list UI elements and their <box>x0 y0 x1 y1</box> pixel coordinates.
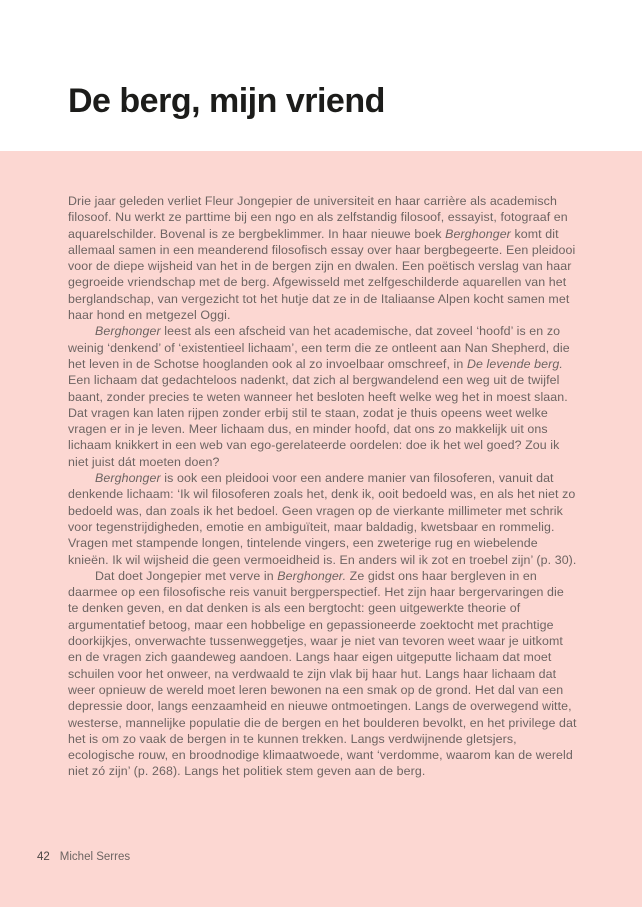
italic-book-title: Berghonger. <box>277 568 347 583</box>
page-title: De berg, mijn vriend <box>68 82 385 120</box>
body-text-run: Drie jaar geleden verliet Fleur Jongepier de universiteit en haar carrière als academisch filosoof. Nu werkt ze parttime bij een ngo en als zelfstandig filosoof, essayist, fotograaf en aquarelschilder. Bovenal is ze bergbeklimmer. In haar nieuwe boek <box>68 194 568 241</box>
author-name: Michel Serres <box>59 851 131 863</box>
italic-book-title: Berghonger <box>95 471 161 486</box>
body-text-run: is ook een pleidooi voor een andere manier van filosoferen, vanuit dat denkende lichaam: ‘Ik wil filosoferen zoals het, denk ik, ooit bedoeld was, en als het niet zo bedoeld was, dan zoals ik het bedoel. Geen vragen op de vierkante millimeter met schrik voor tegenstrijdigheden, emotie en ambiguïteit, maar baldadig, kwetsbaar en rommelig. Vragen met stampende longen, tintelende vingers, een zweterige rug en wiebelende knieën. Ik wil wijsheid die geen vermoeidheid is. En anders wil ik zot en troebel zijn’ (p. 30). <box>68 471 577 567</box>
body-text-run: Ze gidst ons haar bergleven in en daarmee op een filosofische reis vanuit bergperspectief. Het zijn haar bergervaringen die te denken geven, en dat denken is als een bergtocht: geen uitgewerkte theorie of argumentatief betoog, maar een hobbelige en gepassioneerde zoektocht met prachtige doorkijkjes, onverwachte tussenweggetjes, waar je niet van tevoren weet waar je uitkomt en de vragen zich gaandeweg aandoen. Langs haar eigen uitgeputte lichaam dat moet schuilen voor het onweer, na verdwaald te zijn vlak bij haar hut. Langs haar lichaam dat weer opnieuw de wereld moet leren bewonen na een smak op de grond. Het dal van een depressie door, langs eenzaamheid en nieuwe ontmoetingen. Langs de overwegend witte, westerse, mannelijke populatie die de bergen en het boulderen bevolkt, en het privilege dat het is om zo vaak de bergen in te kunnen trekken. Langs verdwijnende gletsjers, ecologische rouw, en broodnodige klimaatwoede, want ‘verdomme, waarom kan de wereld niet zó zijn’ (p. 268). Langs het politiek stem geven aan de berg. <box>68 568 577 779</box>
body-text-run: Een lichaam dat gedachteloos nadenkt, dat zich al bergwandelend een weg uit de twijfel baant, zonder precies te weten wanneer het besloten heeft welke weg het in moest slaan. Dat vragen kan laten rijpen zonder erbij stil te staan, zodat je thuis opeens weet welke vragen er in je leven. Meer lichaam dus, en minder hoofd, dat ons zo makkelijk uit ons lichaam knikkert in een web van ego-gerelateerde oordelen: doe ik het wel goed? Zou ik niet juist dát moeten doen? <box>68 373 568 469</box>
paragraph <box>68 323 577 470</box>
page-header <box>0 0 642 151</box>
body-text-run: Dat doet Jongepier met verve in <box>95 568 278 583</box>
body-text-run: komt dit allemaal samen in een meanderend filosofisch essay over haar bergbegeerte. Een pleidooi voor de diepe wijsheid van het in de bergen zijn en dwalen. Een poëtisch verslag van haar gegroeide vriendschap met de berg. Afgewisseld met zelfgeschilderde aquarellen van het berglandschap, van vergezicht tot het hutje dat ze in de Italiaanse Alpen kocht samen met haar hond en metgezel Oggi. <box>68 226 576 323</box>
paragraph <box>68 470 577 568</box>
paragraph <box>68 193 577 323</box>
page-footer <box>37 850 130 864</box>
article-body <box>68 193 577 780</box>
italic-book-title: De levende berg. <box>466 356 563 371</box>
content-panel <box>0 151 642 907</box>
paragraph <box>68 568 577 780</box>
italic-book-title: Berghonger <box>95 324 161 339</box>
page-number: 42 <box>37 851 50 863</box>
italic-book-title: Berghonger <box>445 226 511 241</box>
body-text-run: leest als een afscheid van het academische, dat zoveel ‘hoofd’ is en zo weinig ‘denkend’ of ‘existentieel lichaam’, een term die ze ontleent aan Nan Shepherd, die het leven in de Schotse hooglanden ook al zo invoelbaar omschreef, in <box>68 324 570 371</box>
